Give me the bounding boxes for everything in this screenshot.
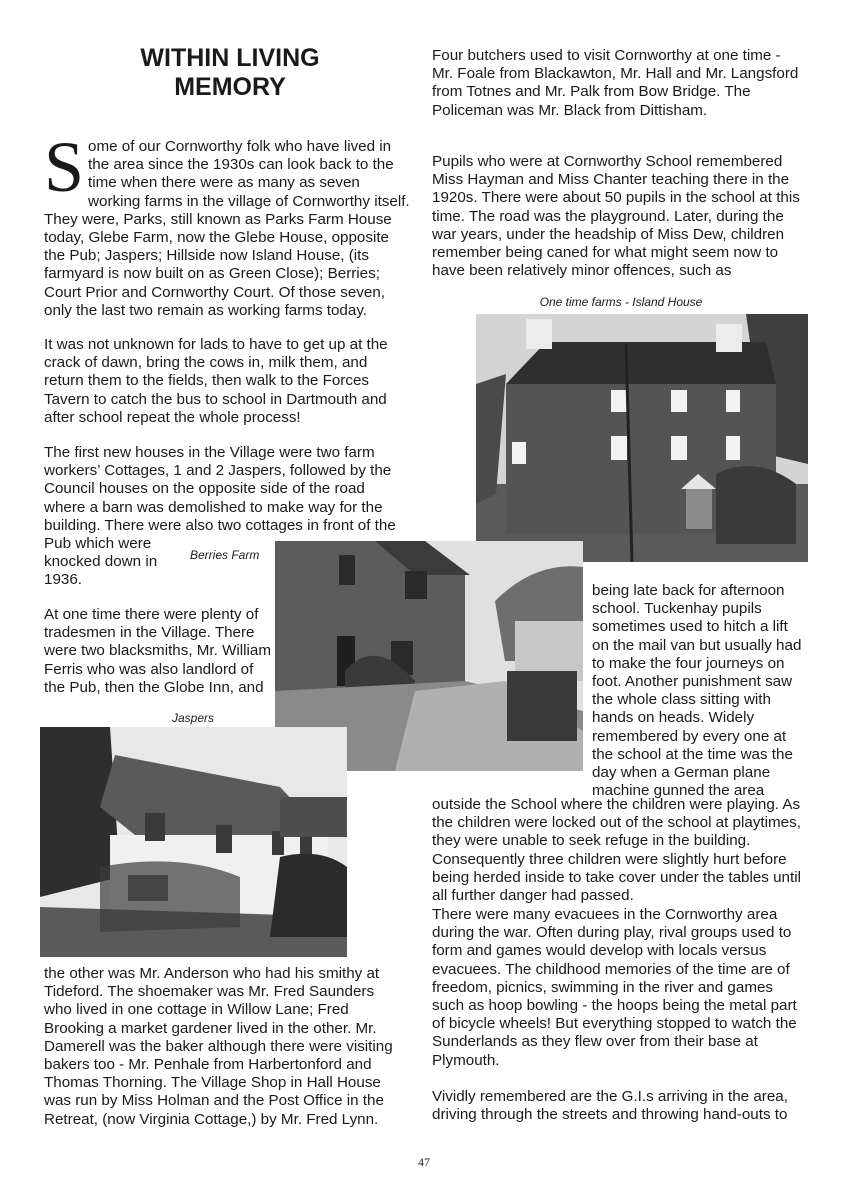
article-para-3b: Pub which were knocked down in 1936. [44,535,158,589]
article-para-3a: The first new houses in the Village were two farm workers’ Cottages, 1 and 2 Jaspers, followed by the Council houses on the opposite side of the road where a barn was demolished to make way for the building. There were also two cottages in front of the [44,444,396,534]
caption-jaspers: Jaspers [172,711,215,725]
photo-island-house [476,314,808,562]
title-line-2: MEMORY [174,73,286,101]
caption-island-house: One time farms - Island House [539,295,703,309]
article-para-5: the other was Mr. Anderson who had his smithy at Tideford. The shoemaker was Mr. Fred Saunders who lived in one cottage in Willow Lane; Fred Brooking a market gardener lived in the other. Mr. Damerell was the baker although there were visiting bakers too - Mr. Penhale from Harbertonford and Thomas Thorning. The Village Shop in Hall House was run by Miss Holman and the Post Office in the Retreat, (now Virginia Cottage,) by Mr. Fred Lynn. [44,965,393,1128]
article-para-1-block [44,127,410,320]
article-para-10: Vividly remembered are the G.I.s arriving in the area, driving through the streets and throwing hand-outs to [432,1088,788,1124]
article-para-6: Four butchers used to visit Cornworthy at one time - Mr. Foale from Blackawton, Mr. Hall and Mr. Langsford from Totnes and Mr. Palk from Bow Bridge. The Policeman was Mr. Black from Dittisham. [432,47,799,119]
title-line-1: WITHIN LIVING [140,44,320,72]
para-1-text: ome of our Cornworthy folk who have lived in the area since the 1930s can look back to the time when there were as many as seven working farms in the village of Cornworthy itself. They were, Parks, still known as Parks Farm House today, Glebe Farm, now the Glebe House, opposite the Pub; Jaspers; Hillside now Island House, (its farmyard is now built on as Green Close); Berries; Court Prior and Cornworthy Court. Of those seven, only the last two remain as working farms today. [44,138,410,319]
article-para-7: Pupils who were at Cornworthy School remembered Miss Hayman and Miss Chanter teaching there in the 1920s. There were about 50 pupils in the school at this time. The road was the playground. Later, during the war years, under the headship of Miss Dew, children remember being caned for what might seem now to have been relatively minor offences, such as [432,153,800,280]
drop-cap: S [44,127,85,207]
article-para-8b: outside the School where the children were playing. As the children were locked out of the school at playtimes, they were unable to seek refuge in the building. Consequently three children were slightly hurt before being herded inside to take cover under the tables until all further danger had passed. [432,796,801,905]
article-para-8a: being late back for afternoon school. Tuckenhay pupils sometimes used to hitch a lift on the mail van but usually had to make the four journeys on foot. Another punishment saw the whole class sitting with hands on heads. Widely remembered by every one at the school at the time was the day when a German plane machine gunned the area [592,582,802,800]
article-para-9: There were many evacuees in the Cornworthy area during the war. Often during play, rival groups used to form and games would develop with locals versus evacuees. The childhood memories of the time are of freedom, picnics, swimming in the river and games such as hoop bowling - the hoops being the metal part of bicycle wheels! But everything stopped to watch the Sunderlands as they flew over from their base at Plymouth. [432,906,797,1069]
page-number: 47 [418,1155,430,1169]
article-para-1 [44,127,410,320]
article-para-4: At one time there were plenty of tradesmen in the Village. There were two blacksmiths, Mr. William Ferris who was also landlord of the Pub, then the Globe Inn, and [44,606,272,696]
caption-berries-farm: Berries Farm [190,548,260,562]
photo-jaspers [40,727,347,957]
page-title [60,44,400,102]
article-para-2: It was not unknown for lads to have to get up at the crack of dawn, bring the cows in, milk them, and return them to the fields, then walk to the Forces Tavern to catch the bus to school in Dartmouth and after school repeat the whole process! [44,336,388,426]
